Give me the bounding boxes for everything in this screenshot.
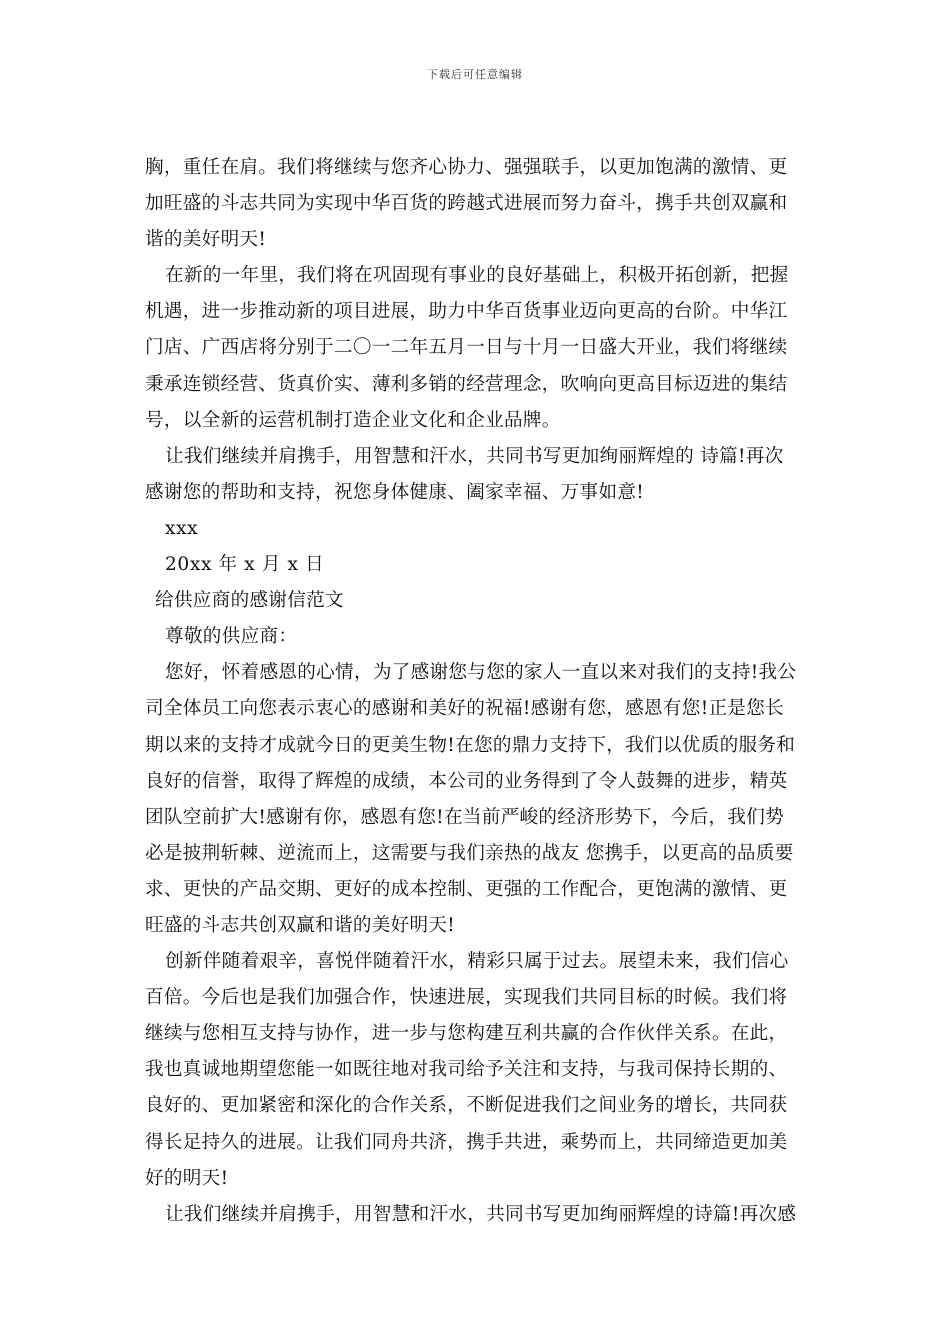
text-line: 秉承连锁经营、货真价实、薄利多销的经营理念，吹响向更高目标迈进的集结 [145, 373, 788, 395]
text-line: 我也真诚地期望您能一如既往地对我司给予关注和支持，与我司保持长期的、 [145, 1059, 788, 1081]
text-line: 旺盛的斗志共创双赢和谐的美好明天! [145, 914, 456, 936]
text-line: 得长足持久的进展。让我们同舟共济，携手共进，乘势而上，共同缔造更加美 [145, 1131, 788, 1153]
letter-title: 给供应商的感谢信范文 [155, 590, 344, 612]
text-line: 团队空前扩大!感谢有你，感恩有您!在当前严峻的经济形势下，今后，我们势 [145, 806, 785, 828]
text-line: 号，以全新的运营机制打造企业文化和企业品牌。 [145, 409, 561, 431]
text-line: 加旺盛的斗志共同为实现中华百货的跨越式进展而努力奋斗，携手共创双赢和 [145, 193, 788, 215]
text-line: 谐的美好明天! [145, 229, 267, 251]
text-line: 求、更快的产品交期、更好的成本控制、更强的工作配合，更饱满的激情、更 [145, 878, 788, 900]
text-line: 胸，重任在肩。我们将继续与您齐心协力、强强联手，以更加饱满的激情、更 [145, 157, 788, 178]
text-line: 司全体员工向您表示衷心的感谢和美好的祝福!感谢有您，感恩有您!正是您长 [145, 698, 785, 720]
text-line: 让我们继续并肩携手，用智慧和汗水，共同书写更加绚丽辉煌的 诗篇!再次 [165, 445, 784, 467]
text-line: 让我们继续并肩携手，用智慧和汗水，共同书写更加绚丽辉煌的诗篇!再次感 [165, 1203, 797, 1225]
text-line: 必是披荆斩棘、逆流而上，这需要与我们亲热的战友 您携手，以更高的品质要 [145, 842, 794, 864]
text-line: 门店、广西店将分别于二〇一二年五月一日与十月一日盛大开业，我们将继续 [145, 337, 788, 359]
document-body [145, 150, 809, 1233]
sender-name: xxx [165, 517, 199, 539]
page-header: 下载后可任意编辑 [427, 68, 523, 81]
text-line: 百倍。今后也是我们加强合作，快速进展，实现我们共同目标的时候。我们将 [145, 987, 788, 1009]
text-line: 期以来的支持才成就今日的更美生物!在您的鼎力支持下，我们以优质的服务和 [145, 734, 796, 756]
text-line: 良好的信誉，取得了辉煌的成绩，本公司的业务得到了令人鼓舞的进步，精英 [145, 770, 788, 792]
text-line: 在新的一年里，我们将在巩固现有事业的良好基础上，积极开拓创新，把握 [165, 265, 789, 287]
text-line: 感谢您的帮助和支持，祝您身体健康、阖家幸福、万事如意! [145, 481, 645, 503]
letter-date: 20xx 年 x 月 x 日 [165, 554, 325, 576]
text-line: 创新伴随着艰辛，喜悦伴随着汗水，精彩只属于过去。展望未来，我们信心 [165, 951, 789, 973]
salutation: 尊敬的供应商： [165, 626, 298, 648]
text-line: 继续与您相互支持与协作，进一步与您构建互利共赢的合作伙伴关系。在此， [145, 1023, 788, 1045]
text-line: 机遇，进一步推动新的项目进展，助力中华百货事业迈向更高的台阶。中华江 [145, 301, 788, 323]
text-line: 好的明天! [145, 1167, 229, 1189]
text-line: 您好，怀着感恩的心情，为了感谢您与您的家人一直以来对我们的支持!我公 [165, 662, 797, 684]
text-line: 良好的、更加紧密和深化的合作关系，不断促进我们之间业务的增长，共同获 [145, 1095, 788, 1117]
